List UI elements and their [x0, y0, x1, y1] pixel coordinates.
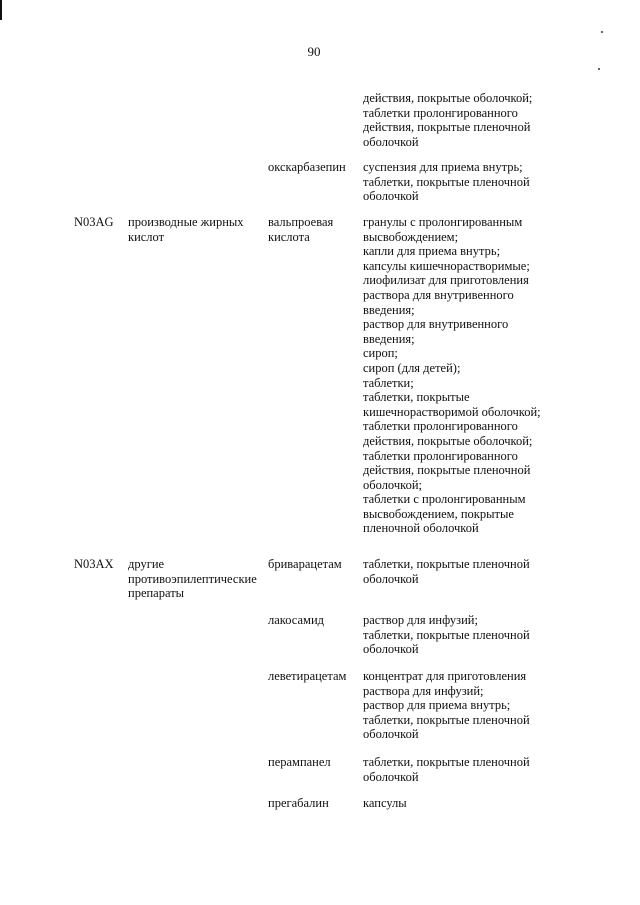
dosage-forms-line: таблетки пролонгированного [363, 419, 518, 434]
dosage-forms [363, 796, 583, 811]
dosage-forms-line: таблетки, покрытые пленочной [363, 627, 530, 642]
pharmacological-group-line: производные жирных [128, 215, 244, 229]
dosage-forms-line: оболочкой [363, 189, 419, 204]
drug-name [268, 613, 360, 628]
dosage-forms [363, 160, 583, 204]
pharmacological-group-line: кислот [128, 229, 165, 244]
scan-speck [601, 31, 603, 33]
dosage-forms-line: капли для приема внутрь; [363, 244, 501, 259]
dosage-forms-line: оболочкой [363, 642, 419, 657]
dosage-forms-line: гранулы с пролонгированным [363, 215, 523, 229]
dosage-forms-line: действия, покрытые пленочной [363, 120, 531, 135]
dosage-forms-line: суспензия для приема внутрь; [363, 160, 523, 174]
dosage-forms-line: оболочкой [363, 769, 419, 784]
dosage-forms-line: оболочкой [363, 134, 419, 149]
dosage-forms-line: таблетки с пролонгированным [363, 492, 526, 507]
dosage-forms-line: сироп (для детей); [363, 360, 461, 375]
pharmacological-group-line: препараты [128, 586, 185, 601]
dosage-forms-line: таблетки, покрытые пленочной [363, 557, 530, 571]
atc-code: N03AX [74, 557, 114, 571]
dosage-forms-line: таблетки, покрытые пленочной [363, 755, 530, 769]
drug-name-line: кислота [268, 229, 310, 244]
dosage-forms-line: концентрат для приготовления [363, 669, 527, 683]
scan-edge-mark [0, 0, 2, 20]
dosage-forms-line: раствора для внутривенного [363, 287, 514, 302]
scan-speck [598, 68, 600, 70]
dosage-forms-line: введения; [363, 302, 415, 317]
drug-name [268, 796, 360, 811]
drug-name-line: вальпроевая [268, 215, 334, 229]
dosage-forms-line: раствор для внутривенного [363, 317, 509, 332]
drug-name-line: прегабалин [268, 796, 329, 810]
dosage-forms-line: таблетки, покрытые [363, 390, 470, 405]
dosage-forms-line: оболочкой [363, 571, 419, 586]
dosage-forms-line: раствор для инфузий; [363, 613, 478, 627]
drug-name-line: перампанел [268, 755, 331, 769]
dosage-forms [363, 755, 583, 784]
dosage-forms-line: оболочкой [363, 727, 419, 742]
pharmacological-group-line: другие [128, 557, 165, 571]
drug-name [268, 669, 360, 684]
dosage-forms-line: сироп; [363, 346, 398, 361]
pharmacological-group [128, 557, 260, 601]
dosage-forms-line: таблетки пролонгированного [363, 105, 518, 120]
dosage-forms-line: таблетки, покрытые пленочной [363, 712, 530, 727]
page-number: 90 [307, 44, 321, 59]
atc-code: N03AG [74, 215, 114, 229]
dosage-forms [363, 557, 583, 586]
dosage-forms [363, 91, 583, 149]
drug-name-line: леветирацетам [268, 669, 347, 683]
drug-name-line: лакосамид [268, 613, 324, 627]
dosage-forms-line: таблетки; [363, 375, 414, 390]
drug-name [268, 755, 360, 770]
drug-name-line: бриварацетам [268, 557, 342, 571]
dosage-forms [363, 669, 583, 742]
drug-name [268, 160, 360, 175]
pharmacological-group-line: противоэпилептические [128, 571, 257, 586]
dosage-forms-line: действия, покрытые оболочкой; [363, 91, 533, 105]
dosage-forms-line: таблетки пролонгированного [363, 448, 518, 463]
dosage-forms-line: капсулы [363, 796, 407, 810]
dosage-forms-line: таблетки, покрытые пленочной [363, 174, 530, 189]
drug-name-line: окскарбазепин [268, 160, 346, 174]
drug-name [268, 215, 360, 244]
dosage-forms-line: капсулы кишечнорастворимые; [363, 258, 530, 273]
dosage-forms-line: кишечнорастворимой оболочкой; [363, 404, 541, 419]
dosage-forms-line: лиофилизат для приготовления [363, 273, 529, 288]
dosage-forms-line: введения; [363, 331, 415, 346]
dosage-forms-line: высвобождением; [363, 229, 459, 244]
dosage-forms-line: пленочной оболочкой [363, 521, 479, 536]
dosage-forms-line: раствора для инфузий; [363, 683, 484, 698]
dosage-forms [363, 215, 583, 536]
dosage-forms-line: действия, покрытые пленочной [363, 463, 531, 478]
dosage-forms-line: оболочкой; [363, 477, 422, 492]
dosage-forms-line: высвобождением, покрытые [363, 506, 514, 521]
dosage-forms-line: действия, покрытые оболочкой; [363, 433, 533, 448]
dosage-forms-line: раствор для приема внутрь; [363, 698, 511, 713]
pharmacological-group [128, 215, 260, 244]
dosage-forms [363, 613, 583, 657]
drug-name [268, 557, 360, 572]
